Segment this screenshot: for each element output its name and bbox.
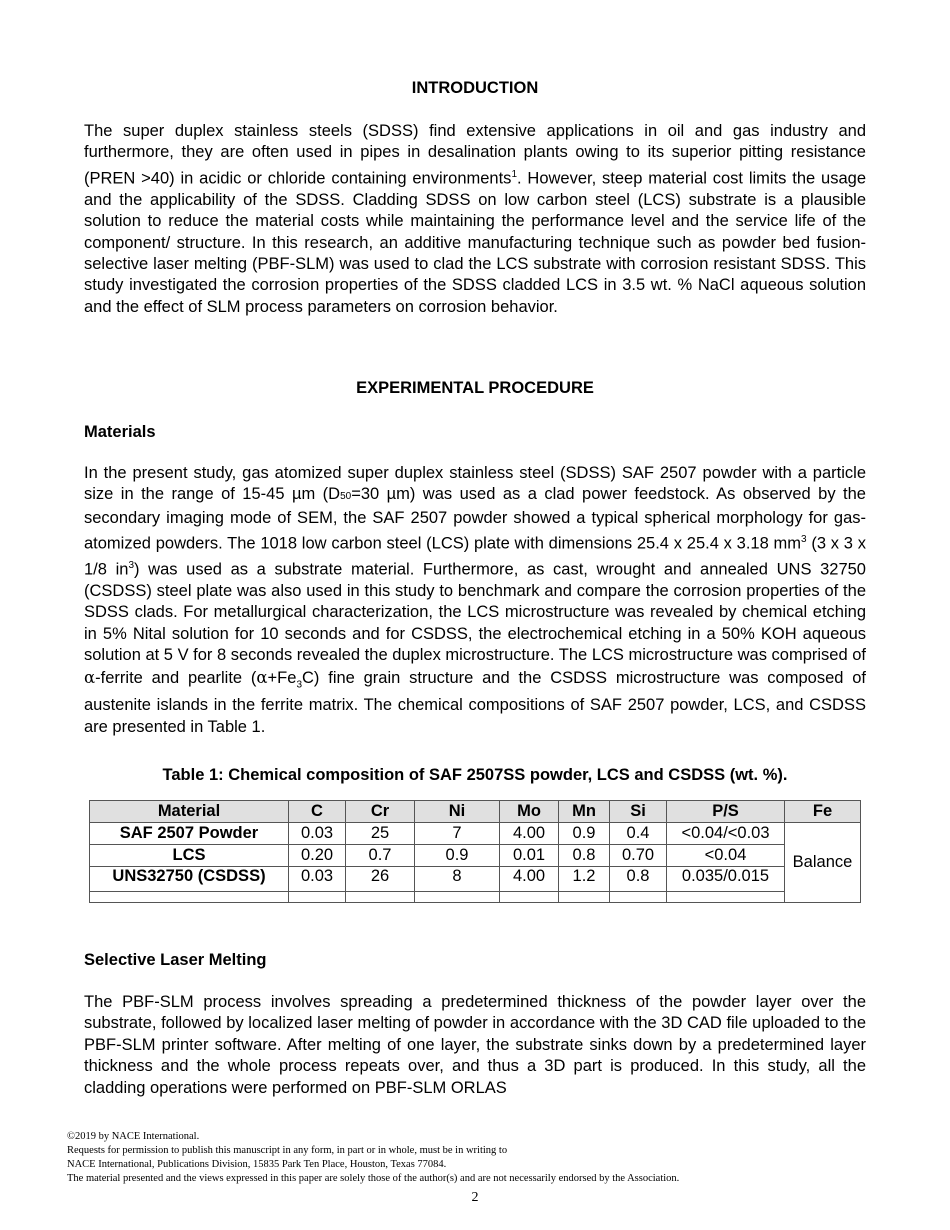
cell-cr: 0.7 xyxy=(346,845,415,867)
materials-text-6: +Fe xyxy=(267,668,297,687)
header-material: Material xyxy=(90,801,289,823)
cell-mo: 4.00 xyxy=(500,823,559,845)
cell-ni: 0.9 xyxy=(415,845,500,867)
empty-cell xyxy=(346,892,415,903)
fe3-subscript: 3 xyxy=(296,678,303,690)
cell-mn: 0.9 xyxy=(559,823,610,845)
experimental-heading: EXPERIMENTAL PROCEDURE xyxy=(356,379,594,397)
cell-cr: 25 xyxy=(346,823,415,845)
empty-cell xyxy=(559,892,610,903)
empty-cell xyxy=(667,892,785,903)
materials-text-3: (3 x 3 x 1/8 in xyxy=(84,534,866,579)
header-si: Si xyxy=(610,801,667,823)
materials-text-1: In the present study, gas atomized super duplex stainless steel (SDSS) SAF 2507 powder with a particle size in the range of 15-45 µm (D xyxy=(84,464,866,504)
cell-si: 0.4 xyxy=(610,823,667,845)
introduction-paragraph xyxy=(84,121,866,318)
empty-cell xyxy=(90,892,289,903)
cell-fe-balance: Balance xyxy=(785,823,861,903)
cell-c: 0.03 xyxy=(289,867,346,892)
table-header-row xyxy=(90,801,861,823)
empty-cell xyxy=(610,892,667,903)
introduction-heading: INTRODUCTION xyxy=(411,79,539,97)
material-name: LCS xyxy=(90,845,289,867)
cell-c: 0.20 xyxy=(289,845,346,867)
cell-ni: 8 xyxy=(415,867,500,892)
header-cr: Cr xyxy=(346,801,415,823)
footer-line: NACE International, Publications Division, 15835 Park Ten Place, Houston, Texas 77084. xyxy=(67,1159,447,1170)
table-row xyxy=(90,845,861,867)
header-mo: Mo xyxy=(500,801,559,823)
material-name: UNS32750 (CSDSS) xyxy=(90,867,289,892)
table-row xyxy=(90,823,861,845)
table-row xyxy=(90,867,861,892)
materials-text-2: =30 µm) was used as a clad power feedstock. As observed by the secondary imaging mode of SEM, the SAF 2507 powder showed a typical spherical morphology for gas-atomized powders. The 1018 low carbon steel (LCS) plate with dimensions 25.4 x 25.4 x 3.18 mm xyxy=(84,485,866,553)
header-ni: Ni xyxy=(415,801,500,823)
cell-ps: 0.035/0.015 xyxy=(667,867,785,892)
footer-line: The material presented and the views expressed in this paper are solely those of the author(s) and are not necessarily endorsed by the Association. xyxy=(67,1173,680,1184)
header-mn: Mn xyxy=(559,801,610,823)
alpha-symbol: α xyxy=(256,667,268,687)
header-ps: P/S xyxy=(667,801,785,823)
empty-cell xyxy=(415,892,500,903)
materials-paragraph xyxy=(84,463,866,738)
cell-mo: 0.01 xyxy=(500,845,559,867)
cell-si: 0.8 xyxy=(610,867,667,892)
copyright-footer xyxy=(67,1130,887,1186)
chemical-composition-table xyxy=(89,800,861,903)
material-name: SAF 2507 Powder xyxy=(90,823,289,845)
header-fe: Fe xyxy=(785,801,861,823)
alpha-symbol: α xyxy=(84,667,96,687)
footnote-ref: 1 xyxy=(511,168,517,180)
in3-superscript: 3 xyxy=(128,560,134,572)
empty-cell xyxy=(289,892,346,903)
cell-ni: 7 xyxy=(415,823,500,845)
materials-text-5: -ferrite and pearlite ( xyxy=(95,668,257,687)
materials-text-4: ) was used as a substrate material. Furthermore, as cast, wrought and annealed UNS 32750 (CSDSS) steel plate was also used in this study to benchmark and compare the corrosion properties of the SDSS clads. For metallurgical characterization, the LCS microstructure was revealed by chemical etching in 5% Nital solution for 10 seconds and for CSDSS, the electrochemical etching in a 50% KOH aqueous solution at 5 V for 8 seconds revealed the duplex microstructure. The LCS microstructure was comprised of xyxy=(84,560,866,665)
intro-text-part: The super duplex stainless steels (SDSS) find extensive applications in oil and gas industry and furthermore, they are often used in pipes in desalination plants owing to its superior pitting resistance (PREN >40) in acidic or chloride containing environments xyxy=(84,122,866,188)
footer-line: ©2019 by NACE International. xyxy=(67,1131,200,1142)
cell-ps: <0.04 xyxy=(667,845,785,867)
footer-line: Requests for permission to publish this manuscript in any form, in part or in whole, must be in writing to xyxy=(67,1145,508,1156)
page-number: 2 xyxy=(471,1190,479,1205)
cell-mn: 1.2 xyxy=(559,867,610,892)
cell-ps: <0.04/<0.03 xyxy=(667,823,785,845)
d50-subscript: 50 xyxy=(340,491,352,503)
table-empty-row xyxy=(90,892,861,903)
header-c: C xyxy=(289,801,346,823)
empty-cell xyxy=(500,892,559,903)
slm-heading: Selective Laser Melting xyxy=(84,951,267,969)
table-caption: Table 1: Chemical composition of SAF 2507SS powder, LCS and CSDSS (wt. %). xyxy=(162,766,788,784)
cell-c: 0.03 xyxy=(289,823,346,845)
materials-text-7: C) fine grain structure and the CSDSS microstructure was composed of austenite islands in the ferrite matrix. The chemical compositions of SAF 2507 powder, LCS, and CSDSS are presented in Table 1. xyxy=(84,668,866,736)
cell-si: 0.70 xyxy=(610,845,667,867)
cell-cr: 26 xyxy=(346,867,415,892)
intro-text-tail: . However, steep material cost limits the usage and the applicability of the SDSS. Cladding SDSS on low carbon steel (LCS) substrate is a plausible solution to reduce the material costs while maintaining the performance level and the service life of the component/ structure. In this research, an additive manufacturing technique such as powder bed fusion- selective laser melting (PBF-SLM) was used to clad the LCS substrate with corrosion resistant SDSS. This study investigated the corrosion properties of the SDSS cladded LCS in 3.5 wt. % NaCl aqueous solution and the effect of SLM process parameters on corrosion behavior. xyxy=(84,169,866,316)
cell-mn: 0.8 xyxy=(559,845,610,867)
slm-paragraph: The PBF-SLM process involves spreading a predetermined thickness of the powder layer over the substrate, followed by localized laser melting of powder in accordance with the 3D CAD file uploaded to the PBF-SLM printer software. After melting of one layer, the substrate sinks down by a predetermined layer thickness and the whole process repeats over, and thus a 3D part is produced. In this study, all the cladding operations were performed on PBF-SLM ORLAS xyxy=(84,993,866,1097)
materials-heading: Materials xyxy=(84,423,156,441)
cell-mo: 4.00 xyxy=(500,867,559,892)
mm3-superscript: 3 xyxy=(801,534,807,546)
